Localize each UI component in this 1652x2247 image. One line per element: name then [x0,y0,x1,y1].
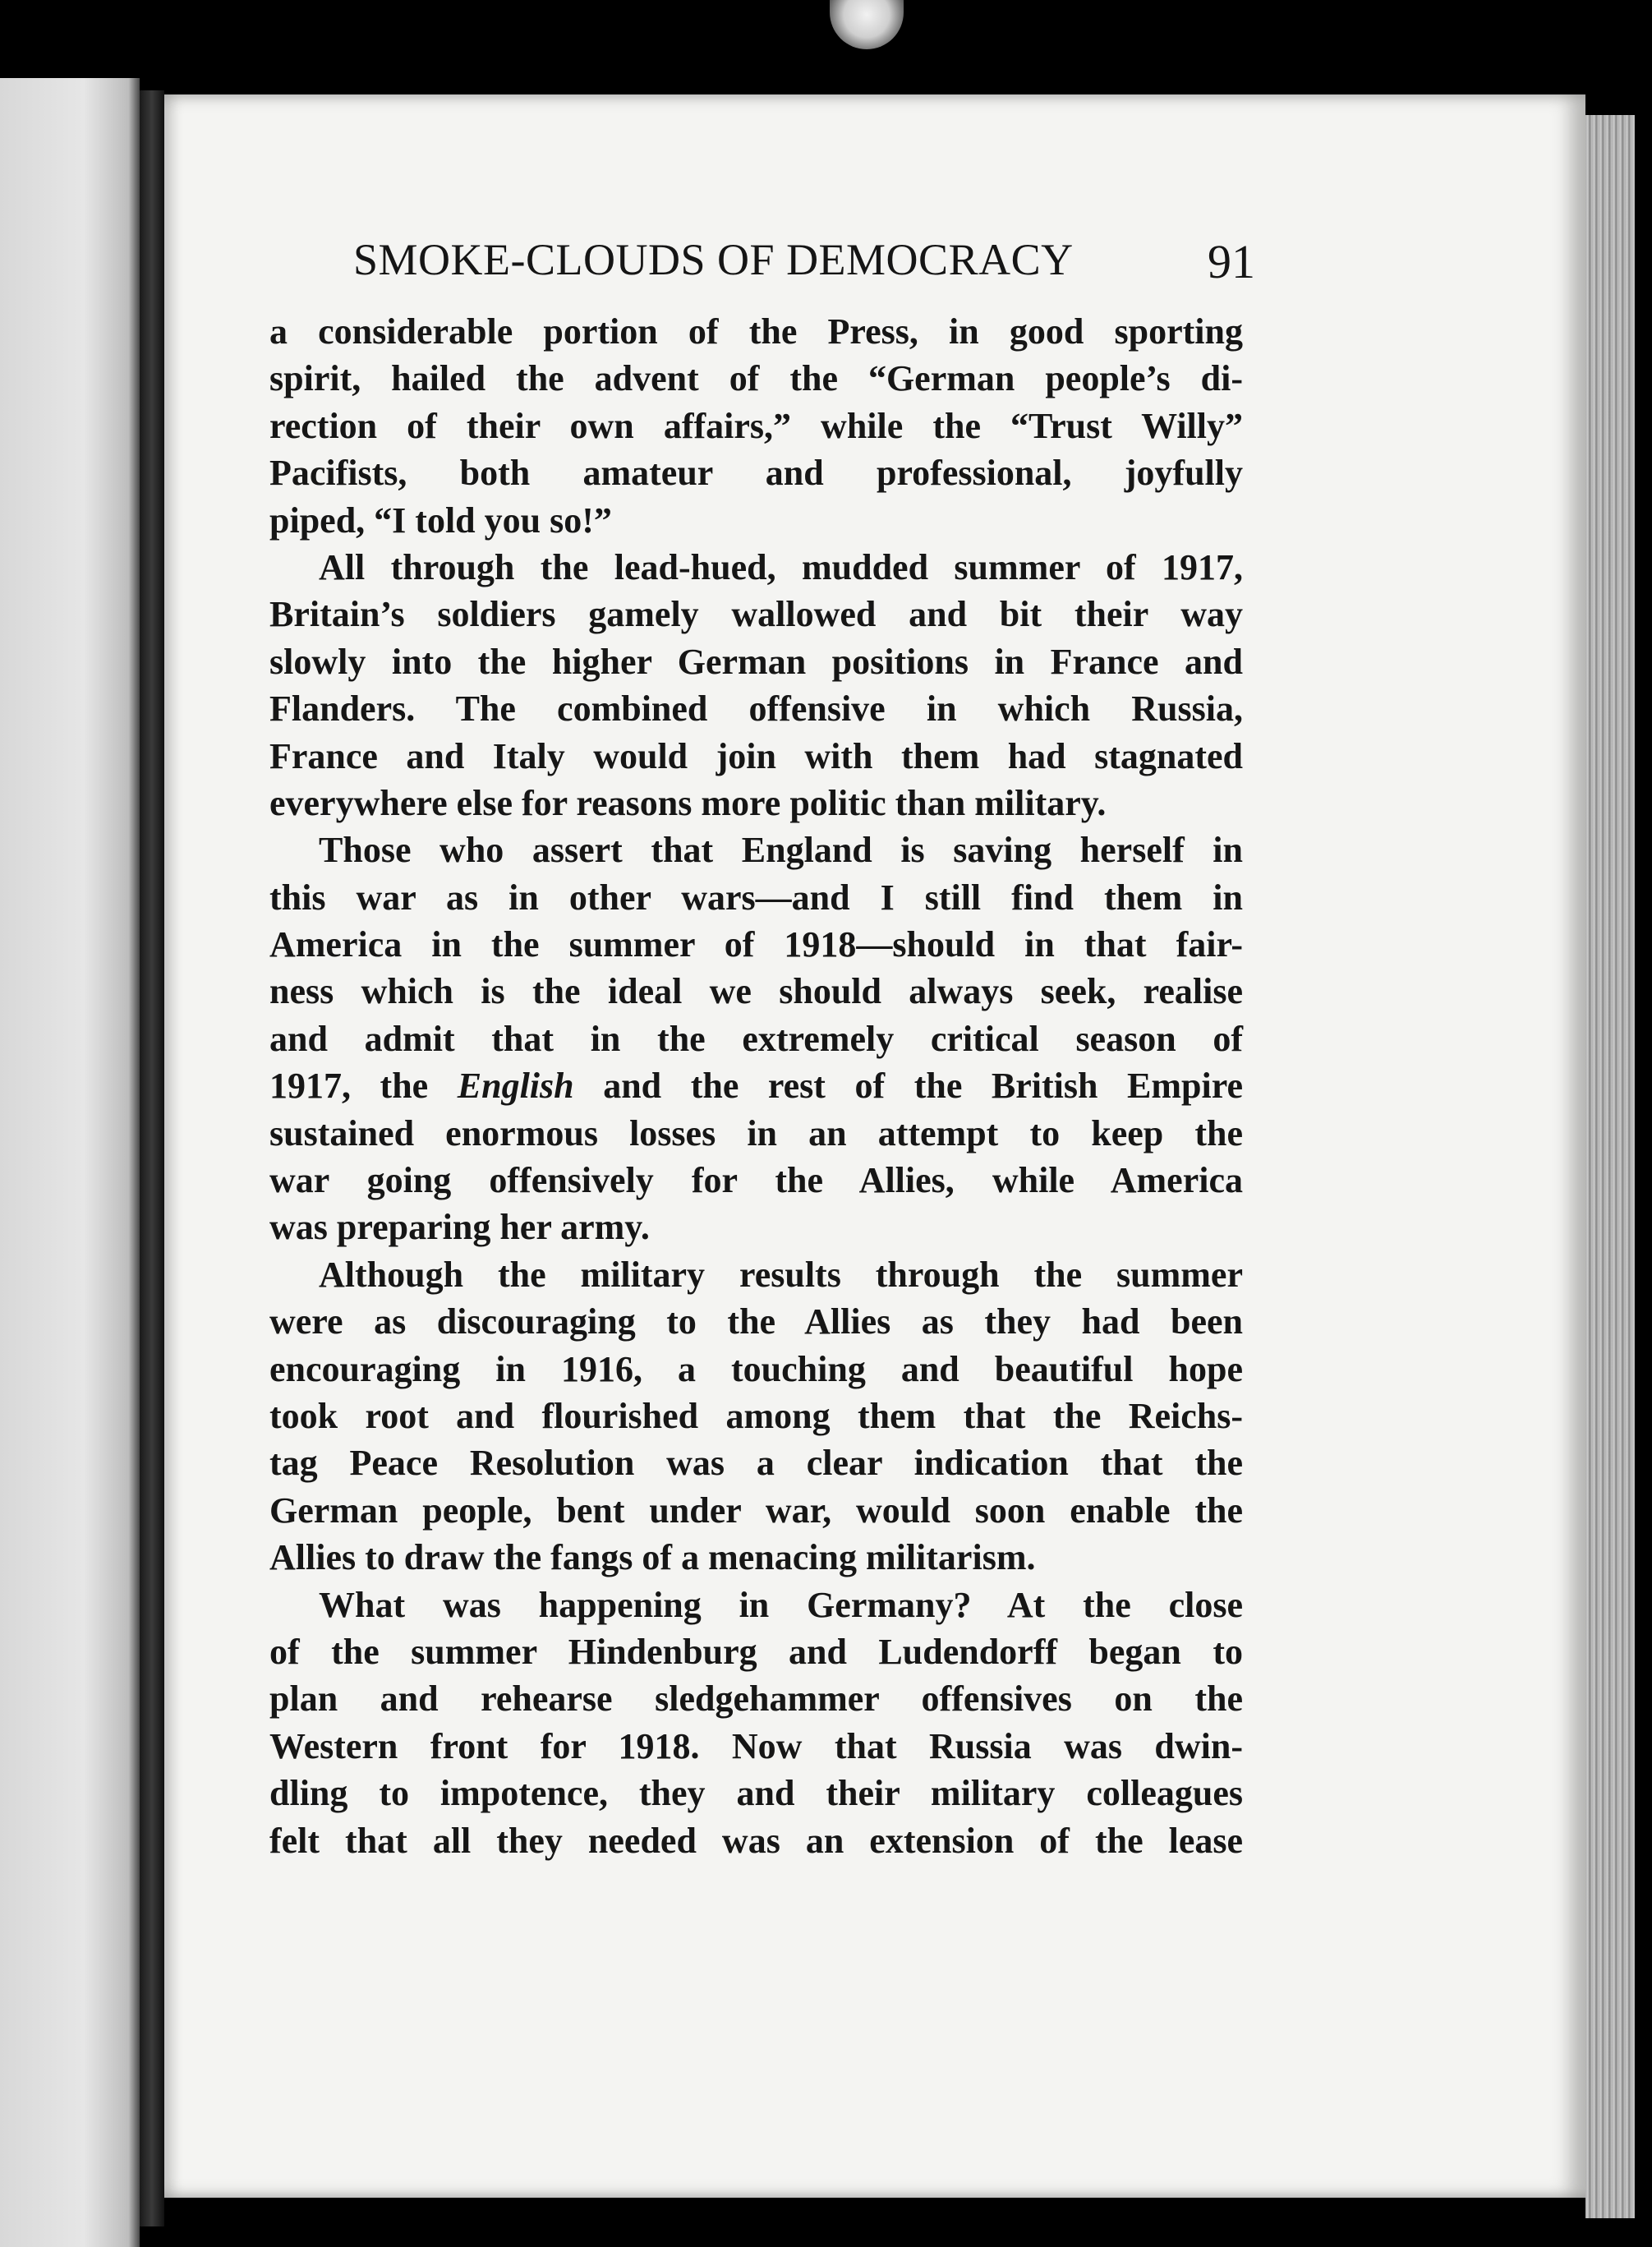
text-line: Britain’s soldiers gamely wallowed and bit their way [269,594,1243,635]
text-line: All through the lead-hued, mudded summer of 1917, [319,546,1243,587]
previous-page-edge [0,78,140,2247]
text-line: war going offensively for the Allies, while America [269,1160,1243,1201]
text-line: tag Peace Resolution was a clear indication that the [269,1443,1243,1484]
text-line: felt that all they needed was an extension of the lease [269,1820,1243,1861]
text-line: Flanders. The combined offensive in which Russia, [269,688,1243,730]
text-line: rection of their own affairs,” while the “Trust Willy” [269,405,1243,446]
text-line: sustained enormous losses in an attempt to keep the [269,1112,1243,1153]
text-line: German people, bent under war, would soon enable the [269,1490,1243,1531]
text-line: encouraging in 1916, a touching and beautiful hope [269,1348,1243,1389]
body-text [269,308,1243,1864]
text-line: Those who assert that England is saving herself in [319,830,1243,871]
page-fore-edge [1585,115,1635,2218]
text-line: Although the military results through the summer [319,1254,1243,1295]
text-line: 1917, the English and the rest of the British Empire [269,1066,1243,1107]
italic-word: English [457,1066,574,1107]
text-line: Western front for 1918. Now that Russia was dwin- [269,1725,1243,1766]
book-gutter [140,90,164,2226]
text-line: America in the summer of 1918—should in that fair- [269,924,1243,965]
text-line: a considerable portion of the Press, in good sporting [269,311,1243,352]
text-line: piped, “I told you so!” [269,500,612,541]
text-line: took root and flourished among them that the Reichs- [269,1395,1243,1436]
text-line: dling to impotence, they and their military colleagues [269,1773,1243,1814]
text-line: everywhere else for reasons more politic than military. [269,782,1107,823]
text-line: Allies to draw the fangs of a menacing militarism. [269,1537,1036,1578]
text-line: plan and rehearse sledgehammer offensives on the [269,1678,1243,1720]
text-line: Pacifists, both amateur and professional, joyfully [269,453,1243,494]
text-line: this war as in other wars—and I still find them in [269,877,1243,918]
text-line: ness which is the ideal we should always seek, realise [269,971,1243,1012]
page-number: 91 [1208,235,1255,288]
text-line: spirit, hailed the advent of the “German people’s di- [269,358,1243,399]
text-line: were as discouraging to the Allies as they had been [269,1301,1243,1342]
text-line: of the summer Hindenburg and Ludendorff began to [269,1631,1243,1672]
text-line: What was happening in Germany? At the close [319,1584,1243,1625]
text-line: slowly into the higher German positions in France and [269,641,1243,682]
running-header: SMOKE-CLOUDS OF DEMOCRACY [353,235,1074,284]
scan-artifact [830,0,904,49]
text-line: France and Italy would join with them had stagnated [269,735,1243,776]
text-line: and admit that in the extremely critical season of [269,1018,1243,1059]
text-line: was preparing her army. [269,1207,650,1248]
